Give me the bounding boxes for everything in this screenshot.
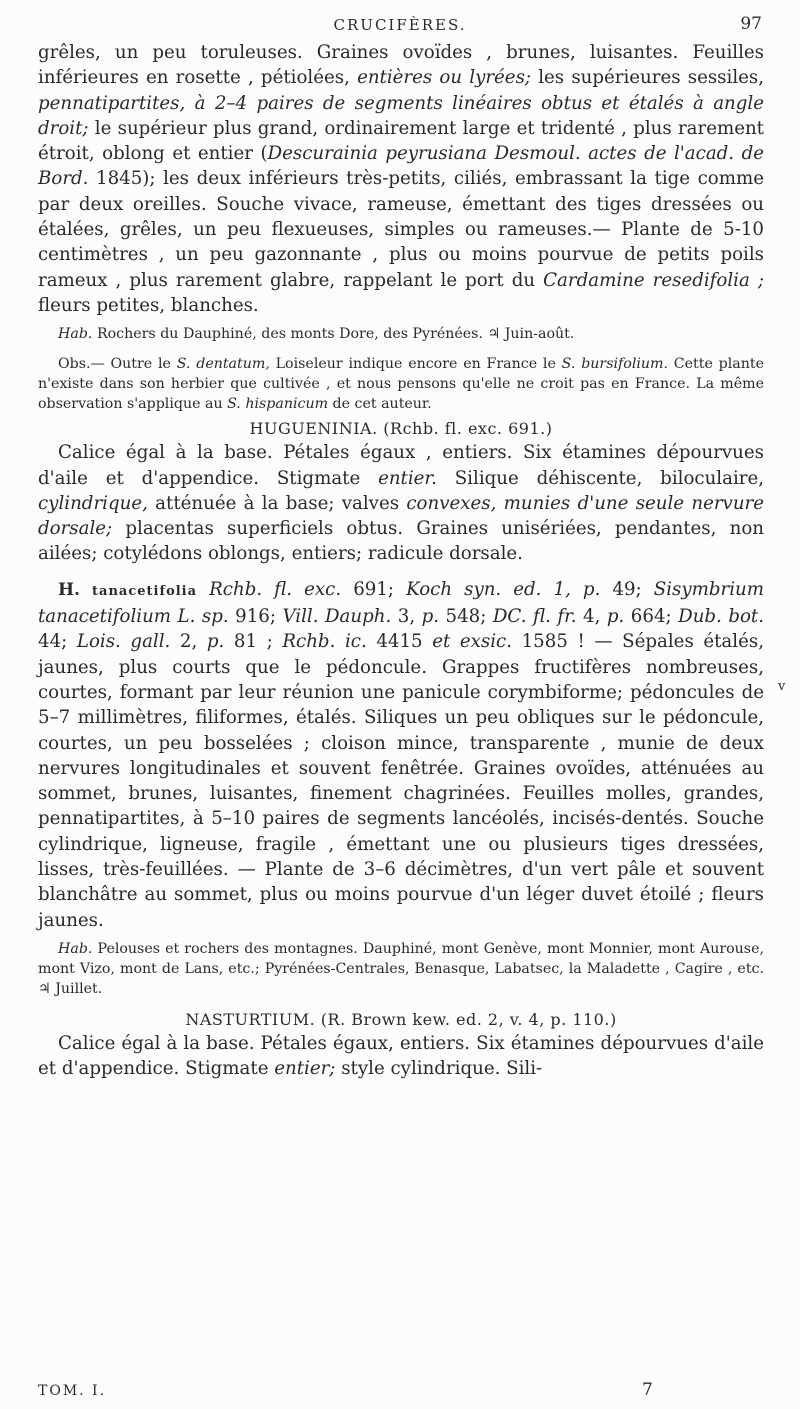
genus-heading: NASTURTIUM. (R. Brown kew. ed. 2, v. 4, p. 110.) <box>185 1009 617 1029</box>
genus-description <box>38 440 764 566</box>
text-run: Calice égal à la base. Pétales égaux , entiers. Six étamines dépourvues d'aile et d'appendice. Stigmate <box>38 442 764 489</box>
text-run: grêles, un peu toruleuses. Graines ovoïdes , brunes, luisantes. Feuilles inférieures en rosette , pétiolées, <box>38 42 764 89</box>
text-run: style cylindrique. Sili- <box>335 1058 543 1080</box>
sheet-signature: 7 <box>642 1380 653 1400</box>
habitat-text: Pelouses et rochers des montagnes. Dauphiné, mont Genève, mont Monnier, mont Aurouse, mont Vizo, mont de Lans, etc.; Pyrénées-Centrales, Benasque, Labatsec, la Maladette , Cagire , etc. ♃ Juillet. <box>38 940 764 997</box>
text-run: Obs.— Outre le <box>58 356 177 373</box>
text-run: de cet auteur. <box>328 396 432 413</box>
text-run: 49; <box>600 578 654 600</box>
text-run: fleurs petites, blanches. <box>38 294 259 316</box>
text-run: Loiseleur indique encore en France le <box>269 356 562 373</box>
reference: et exsic. <box>432 631 513 653</box>
text-run: Cette plante n'existe dans son herbier que cultivée , et nous pensons qu'elle ne croit pas en France. La même observation s'applique au <box>38 356 764 413</box>
italic-run: entier; <box>274 1058 336 1080</box>
reference: Sisymbrium tanacetifolium L. sp. <box>38 578 764 628</box>
text-run: 1845); les deux inférieurs très-petits, ciliés, embrassant la tige comme par deux oreilles. Souche vivace, rameuse, émettant des tiges dressées ou étalées, grêles, un peu flexueuses, simples ou rameuses.— Plante de 5-10 centimètres , un peu gazonnante , plus ou moins pourvue de petits poils rameux , plus rarement glabre, rappelant le port du <box>38 168 764 291</box>
species-name: tanacetifolia <box>92 583 198 599</box>
reference: DC. fl. fr. <box>492 606 577 628</box>
genus-description <box>38 1031 764 1082</box>
page-number: 97 <box>740 14 762 34</box>
species-entry <box>38 577 764 933</box>
habitat-note <box>38 324 764 344</box>
text-run: 4415 <box>366 631 433 653</box>
species-number: H. <box>58 579 80 600</box>
italic-run: convexes, munies d'une seule nervure dorsale; <box>38 492 764 540</box>
text-run: 664; <box>624 606 679 628</box>
volume-signature: TOM. I. <box>38 1383 107 1399</box>
reference: p. <box>206 631 225 653</box>
italic-run: pennatipartites, à 2–4 paires de segments linéaires obtus et étalés à angle droit; <box>38 92 764 139</box>
reference: Lois. gall. <box>76 631 171 653</box>
text-run: 4, <box>576 606 607 628</box>
reference: Vill. Dauph. <box>282 606 392 628</box>
text-run: 1585 ! — Sépales étalés, jaunes, plus courts que le pédoncule. Grappes fructifères nombreuses, courtes, formant par leur réunion une panicule corymbiforme; pédoncules de 5–7 millimètres, filiformes, étalés. Siliques un peu obliques sur le pédoncule, courtes, un peu bosselées ; cloison mince, transparente , munie de deux nervures longitudinales et souvent fenêtrée. Graines ovoïdes, atténuées au sommet, brunes, luisantes, finement chagrinées. Feuilles molles, grandes, pennatipartites, à 5–10 paires de segments lancéolés, incisés-dentés. Souche cylindrique, ligneuse, fragile , émettant une ou plusieurs tiges dressées, lisses, très-feuillées. — Plante de 3–6 décimètres, d'un vert pâle et souvent blanchâtre au sommet, plus ou moins pourvue d'un léger duvet étoilé ; fleurs jaunes. <box>38 631 764 931</box>
text-run: 2, <box>170 631 207 653</box>
italic-run: S. dentatum, <box>176 356 270 373</box>
running-title: CRUCIFÈRES. <box>333 16 467 34</box>
italic-run: cylindrique, <box>38 492 148 514</box>
text-run: 691; <box>341 578 407 600</box>
observation-note <box>38 354 764 414</box>
italic-run: entier. <box>378 467 437 489</box>
text-run: 548; <box>439 606 493 628</box>
italic-run: Cardamine resedifolia ; <box>543 269 764 291</box>
text-run: le supérieur plus grand, ordinairement large et tridenté , plus rarement étroit, oblong et entier ( <box>38 117 764 165</box>
italic-run: S. bursifolium. <box>561 356 668 373</box>
text-run: Calice égal à la base. Pétales égaux, entiers. Six étamines dépourvues d'aile et d'appendice. Stigmate <box>38 1032 764 1080</box>
text-run: 44; <box>38 631 77 653</box>
page-footer <box>38 1380 764 1405</box>
habitat-note <box>38 939 764 999</box>
text-run: 81 ; <box>224 631 283 653</box>
text-run: atténuée à la base; valves <box>147 492 407 514</box>
reference: Rchb. ic. <box>282 631 367 653</box>
text-run: Silique déhiscente, biloculaire, <box>436 467 765 489</box>
reference: Rchb. fl. exc. <box>209 578 342 600</box>
habitat-label: Hab. <box>58 326 93 343</box>
habitat-label: Hab. <box>58 940 93 957</box>
reference: Dub. bot. <box>678 606 765 628</box>
text-run: 916; <box>228 606 283 628</box>
reference: p. <box>421 606 440 628</box>
italic-run: S. hispanicum <box>227 396 329 413</box>
text-run: 3, <box>391 606 422 628</box>
reference: p. <box>606 606 625 628</box>
paragraph-species-description <box>38 40 764 318</box>
genus-heading: HUGUENINIA. (Rchb. fl. exc. 691.) <box>249 419 553 439</box>
habitat-text: Rochers du Dauphiné, des monts Dore, des Pyrénées. ♃ Juin-août. <box>92 326 575 343</box>
reference: Koch syn. ed. 1, p. <box>406 578 601 600</box>
italic-run: Descurainia peyrusiana Desmoul. actes de l'acad. de Bord. <box>38 143 764 190</box>
text-run: les supérieures sessiles, <box>531 67 765 89</box>
margin-mark: v <box>778 679 786 694</box>
text-run: placentas superficiels obtus. Graines unisériées, pendantes, non ailées; cotylédons oblongs, entiers; radicule dorsale. <box>38 518 764 565</box>
italic-run: entières ou lyrées; <box>357 67 532 89</box>
body-text <box>38 40 764 1082</box>
running-head <box>0 10 800 38</box>
